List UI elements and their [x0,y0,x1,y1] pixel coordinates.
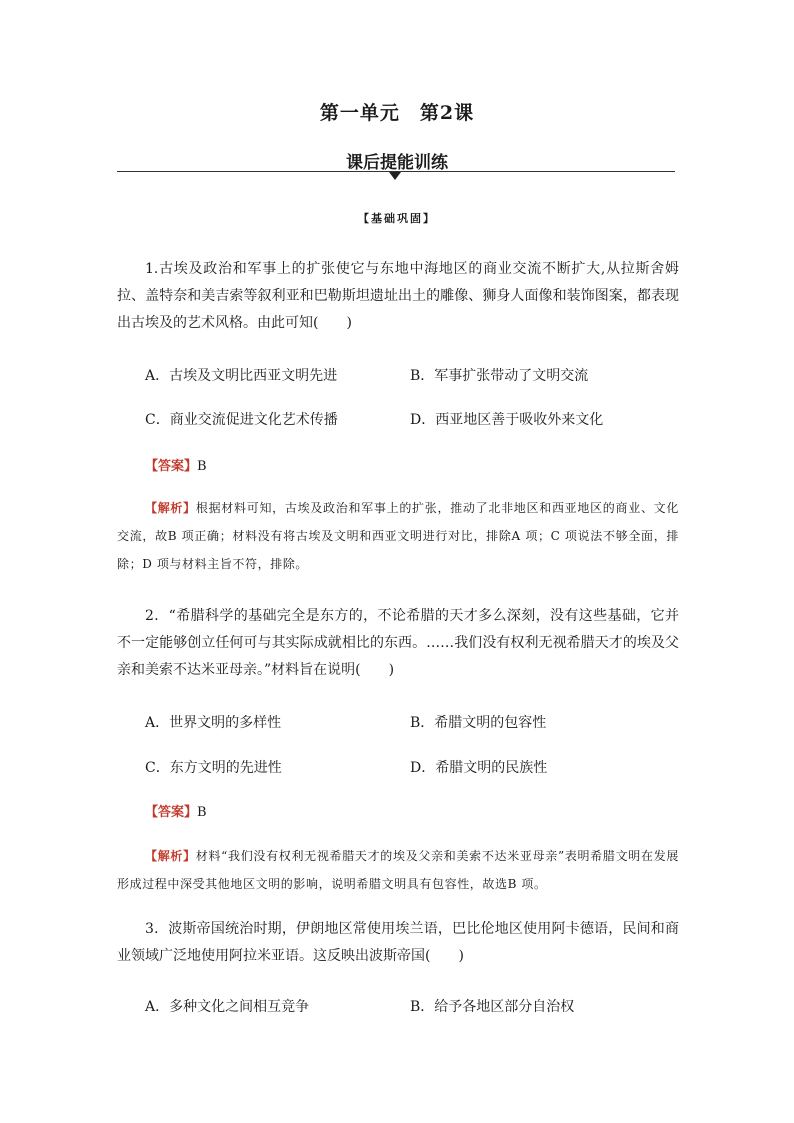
explanation-text: 根据材料可知，古埃及政治和军事上的扩张，推动了北非地区和西亚地区的商业、文化交流，故B 项正确；材料没有将古埃及文明和西亚文明进行对比，排除A 项；C 项说法不够全面，排除；D 项与材料主旨不符，排除。 [117,501,679,571]
question-2-option-a: A．世界文明的多样性 [145,715,282,731]
exercise-subtitle: 课后提能训练 [346,153,448,173]
question-2-option-b: B．希腊文明的包容性 [410,715,547,731]
answer-value: B [197,805,207,820]
question-2-option-c: C．东方文明的先进性 [145,760,282,776]
answer-value: B [197,459,207,474]
question-1-option-c: C．商业交流促进文化艺术传播 [145,412,338,428]
question-1-option-d: D．西亚地区善于吸收外来文化 [410,412,604,428]
section-label: 【基础巩固】 [358,212,436,225]
lesson-title: 第一单元 第2课 [319,102,475,124]
answer-tag: 【答案】 [145,805,198,820]
question-2-option-d: D．希腊文明的民族性 [410,760,548,776]
question-2-explanation [117,842,679,898]
question-3-stem: 3．波斯帝国统治时期，伊朗地区常使用埃兰语，巴比伦地区使用阿卡德语，民间和商业领域广泛地使用阿拉米亚语。这反映出波斯帝国( ) [117,921,679,964]
explanation-tag: 【解析】 [145,849,196,863]
answer-tag: 【答案】 [145,459,198,474]
question-3-option-a: A．多种文化之间相互竞争 [145,999,310,1015]
header-rule-marker-icon [389,172,401,180]
explanation-tag: 【解析】 [145,501,196,515]
explanation-text: 材料“我们没有权利无视希腊天才的埃及父亲和美索不达米亚母亲”表明希腊文明在发展形成过程中深受其他地区文明的影响，说明希腊文明具有包容性，故选B 项。 [117,849,679,891]
question-2-answer [145,801,207,820]
question-1-option-a: A．古埃及文明比西亚文明先进 [145,368,338,384]
question-2-stem: 2．“希腊科学的基础完全是东方的，不论希腊的天才多么深刻，没有这些基础，它并不一定能够创立任何可与其实际成就相比的东西。……我们没有权利无视希腊天才的埃及父亲和美索不达米亚母亲。”材料旨在说明( ) [117,608,679,678]
question-1-answer [145,455,207,474]
question-1-stem: 1.古埃及政治和军事上的扩张使它与东地中海地区的商业交流不断扩大,从拉斯舍姆拉、盖特奈和美吉索等叙利亚和巴勒斯坦遗址出土的雕像、狮身人面像和装饰图案，都表现出古埃及的艺术风格。由此可知( ) [117,261,679,331]
question-1-explanation [117,494,679,578]
question-3-option-b: B．给予各地区部分自治权 [410,999,575,1015]
question-1-option-b: B．军事扩张带动了文明交流 [410,368,589,384]
